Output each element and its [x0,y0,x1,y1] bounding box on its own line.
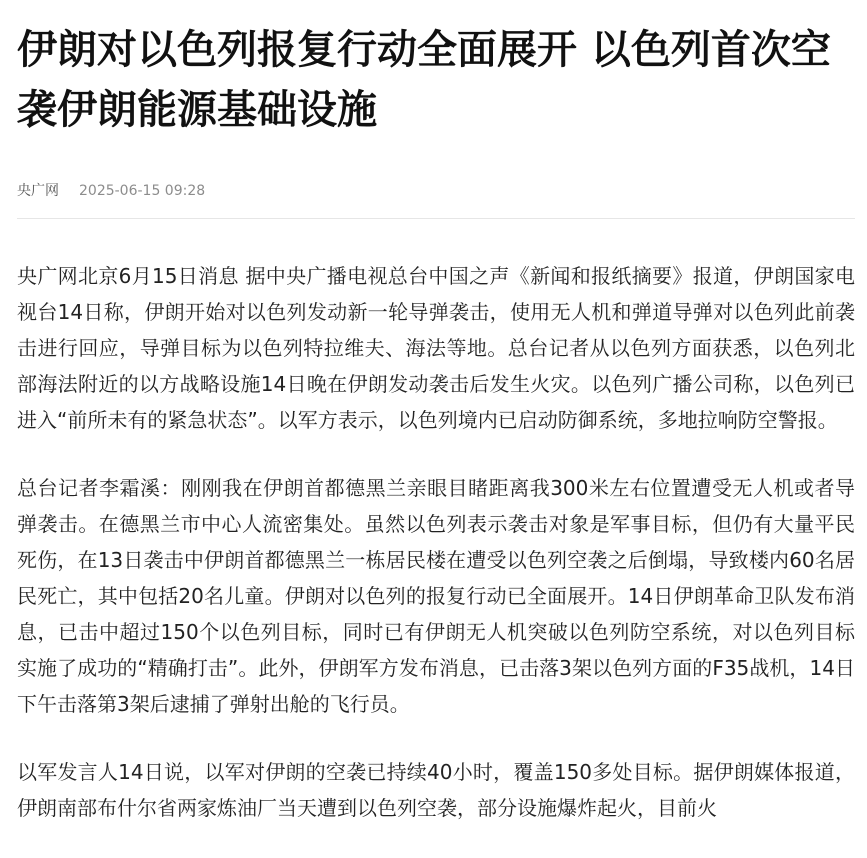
article-datetime: 2025-06-15 09:28 [79,183,206,199]
article-paragraph: 央广网北京6月15日消息 据中央广播电视总台中国之声《新闻和报纸摘要》报道，伊朗国家电视台14日称，伊朗开始对以色列发动新一轮导弹袭击，使用无人机和弹道导弹对以色列此前袭击进行回应，导弹目标为以色列特拉维夫、海法等地。总台记者从以色列方面获悉，以色列北部海法附近的以方战略设施14日晚在伊朗发动袭击后发生火灾。以色列广播公司称，以色列已进入“前所未有的紧急状态”。以军方表示，以色列境内已启动防御系统，多地拉响防空警报。 [17,264,855,432]
article-source[interactable]: 央广网 [17,183,59,199]
article [17,0,855,858]
article-body [17,258,855,826]
article-paragraph: 总台记者李霜溪：刚刚我在伊朗首都德黑兰亲眼目睹距离我300米左右位置遭受无人机或者导弹袭击。在德黑兰市中心人流密集处。虽然以色列表示袭击对象是军事目标，但仍有大量平民死伤，在13日袭击中伊朗首都德黑兰一栋居民楼在遭受以色列空袭之后倒塌，导致楼内60名居民死亡，其中包括20名儿童。伊朗对以色列的报复行动已全面展开。14日伊朗革命卫队发布消息，已击中超过150个以色列目标，同时已有伊朗无人机突破以色列防空系统，对以色列目标实施了成功的“精确打击”。此外，伊朗军方发布消息，已击落3架以色列方面的F35战机，14日下午击落第3架后逮捕了弹射出舱的飞行员。 [17,476,855,716]
article-paragraph: 以军发言人14日说，以军对伊朗的空袭已持续40小时，覆盖150多处目标。据伊朗媒体报道，伊朗南部布什尔省两家炼油厂当天遭到以色列空袭，部分设施爆炸起火，目前火 [17,760,855,820]
divider [17,218,855,219]
article-title: 伊朗对以色列报复行动全面展开 以色列首次空袭伊朗能源基础设施 [17,27,831,133]
article-meta [17,180,855,202]
